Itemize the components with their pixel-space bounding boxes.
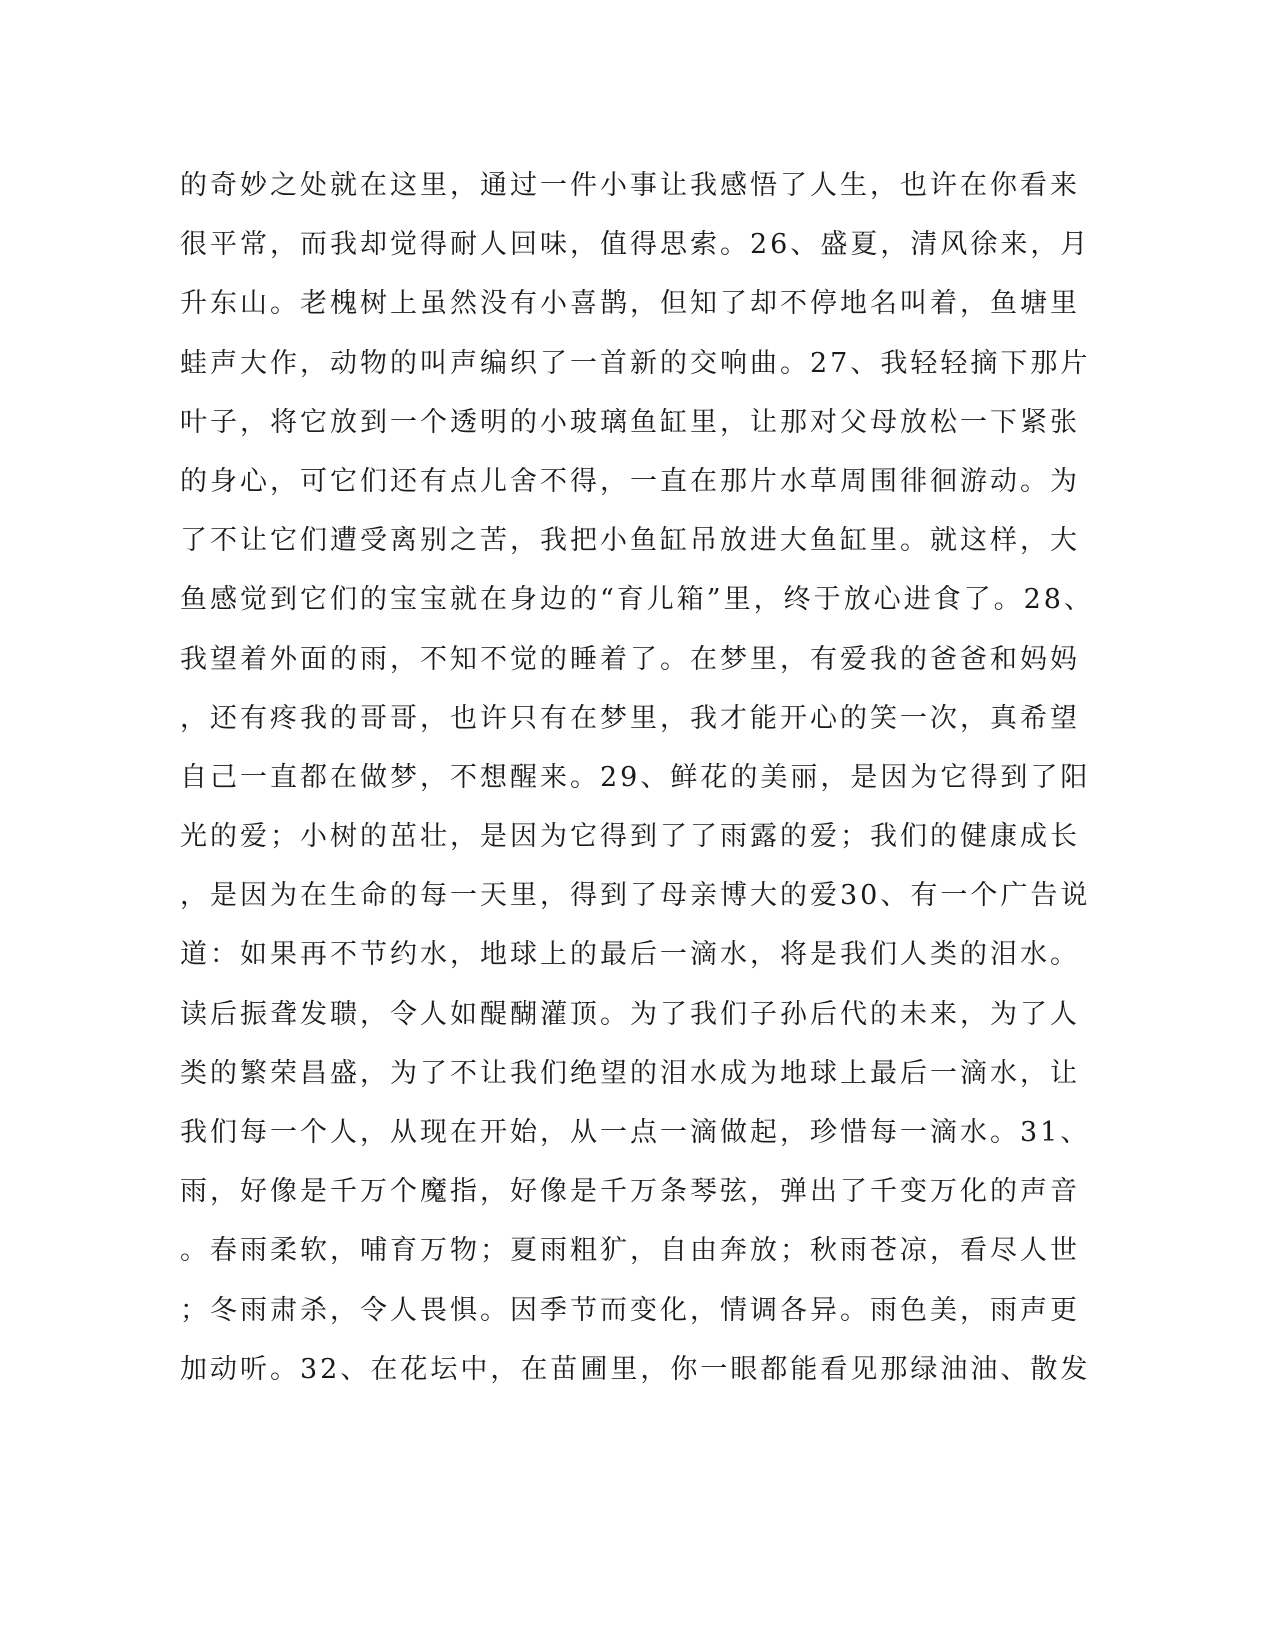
text-line: ，还有疼我的哥哥，也许只有在梦里，我才能开心的笑一次，真希望 (180, 702, 1080, 734)
text-line: 类的繁荣昌盛，为了不让我们绝望的泪水成为地球上最后一滴水，让 (180, 1057, 1080, 1089)
text-line: 我望着外面的雨，不知不觉的睡着了。在梦里，有爱我的爸爸和妈妈 (180, 643, 1080, 675)
text-line: 雨，好像是千万个魔指，好像是千万条琴弦，弹出了千变万化的声音 (180, 1176, 1080, 1208)
text-line: 。春雨柔软，哺育万物；夏雨粗犷，自由奔放；秋雨苍凉，看尽人世 (180, 1235, 1080, 1267)
text-line: 我们每一个人，从现在开始，从一点一滴做起，珍惜每一滴水。31、 (180, 1117, 1091, 1148)
text-line: 很平常，而我却觉得耐人回味，值得思索。26、盛夏，清风徐来，月 (180, 229, 1091, 261)
text-line: 鱼感觉到它们的宝宝就在身边的“育儿箱”里，终于放心进食了。28、 (180, 584, 1094, 616)
text-line: 自己一直都在做梦，不想醒来。29、鲜花的美丽，是因为它得到了阳 (180, 761, 1091, 793)
text-line: 蛙声大作，动物的叫声编织了一首新的交响曲。27、我轻轻摘下那片 (180, 347, 1091, 379)
text-line: 的身心，可它们还有点儿舍不得，一直在那片水草周围徘徊游动。为 (180, 465, 1080, 497)
text-line: 读后振聋发聩，令人如醍醐灌顶。为了我们子孙后代的未来，为了人 (180, 998, 1080, 1030)
text-line: 的奇妙之处就在这里，通过一件小事让我感悟了人生，也许在你看来 (180, 170, 1080, 201)
text-line: 加动听。32、在花坛中，在苗圃里，你一眼都能看见那绿油油、散发 (180, 1353, 1091, 1385)
text-line: 道：如果再不节约水，地球上的最后一滴水，将是我们人类的泪水。 (180, 939, 1080, 971)
body-text (180, 156, 1094, 1399)
text-line: 了不让它们遭受离别之苦，我把小鱼缸吊放进大鱼缸里。就这样，大 (180, 525, 1080, 557)
text-line: ；冬雨肃杀，令人畏惧。因季节而变化，情调各异。雨色美，雨声更 (180, 1294, 1080, 1326)
text-line: ，是因为在生命的每一天里，得到了母亲博大的爱30、有一个广告说 (180, 880, 1091, 912)
text-line: 升东山。老槐树上虽然没有小喜鹊，但知了却不停地名叫着，鱼塘里 (180, 288, 1080, 320)
text-line: 叶子，将它放到一个透明的小玻璃鱼缸里，让那对父母放松一下紧张 (180, 406, 1080, 438)
text-line: 光的爱；小树的茁壮，是因为它得到了了雨露的爱；我们的健康成长 (180, 821, 1080, 853)
